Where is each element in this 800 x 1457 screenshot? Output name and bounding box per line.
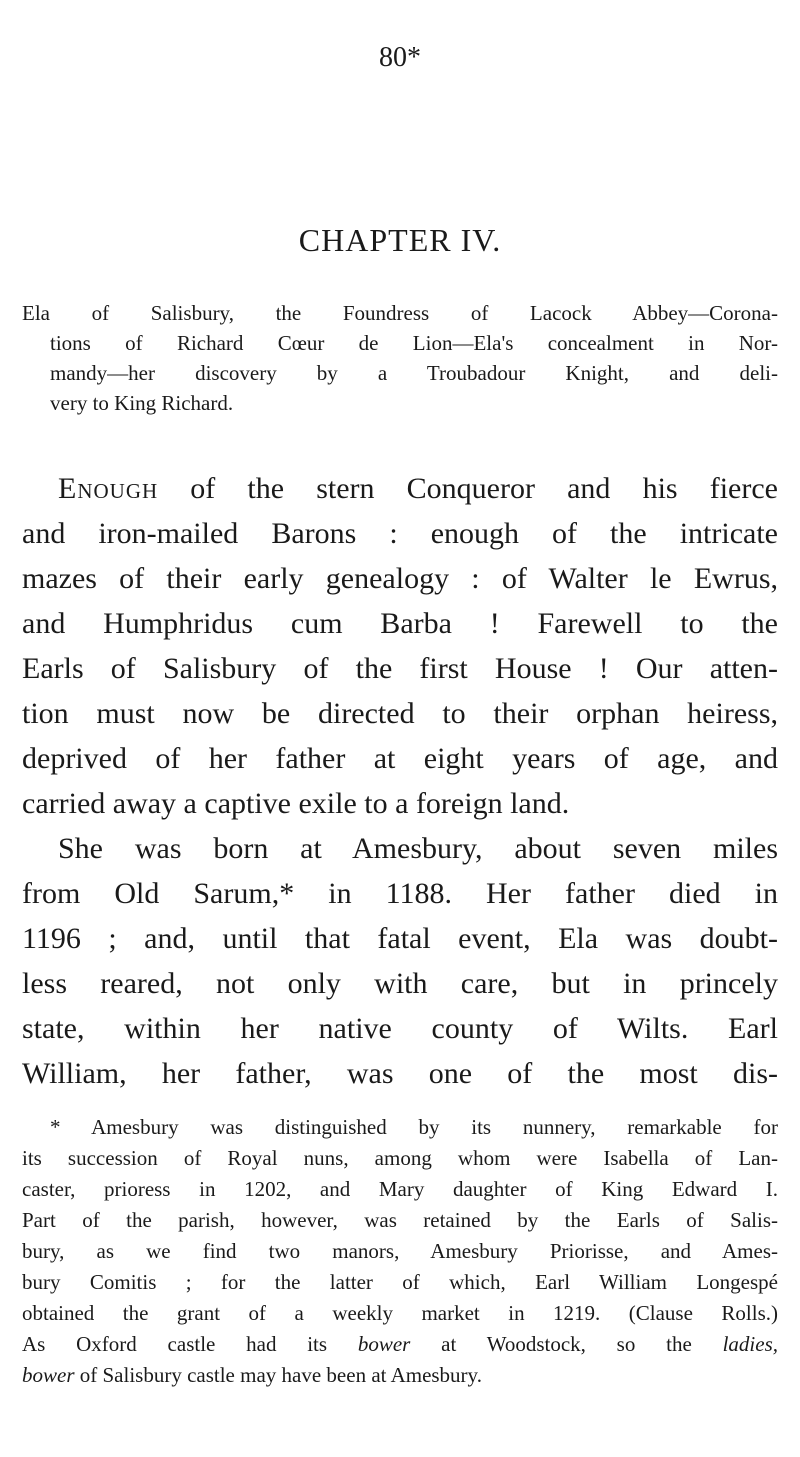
paragraph-1-line: deprived of her father at eight years of age, and	[22, 742, 778, 775]
chapter-title: CHAPTER IV.	[298, 222, 502, 258]
footnote-line	[22, 1360, 778, 1391]
page-number: 80*	[379, 42, 421, 73]
opening-line-rest: of the stern Conqueror and his fierce	[158, 472, 778, 505]
paragraph-1-line: carried away a captive exile to a foreign land.	[22, 787, 570, 820]
footnote-line: * Amesbury was distinguished by its nunnery, remarkable for	[50, 1115, 778, 1139]
footnote-italic: bower	[357, 1332, 411, 1356]
paragraph-2-line: from Old Sarum,* in 1188. Her father died in	[22, 877, 778, 910]
summary-line: tions of Richard Cœur de Lion—Ela's concealment in Nor-	[50, 331, 778, 355]
paragraph-1-line: Earls of Salisbury of the first House ! Our atten-	[22, 652, 778, 685]
summary-line: very to King Richard.	[50, 391, 234, 415]
paragraph-2-line: She was born at Amesbury, about seven miles	[58, 832, 778, 865]
paragraph-2-line: less reared, not only with care, but in princely	[22, 967, 778, 1000]
footnote-line: Part of the parish, however, was retained by the Earls of Salis-	[22, 1208, 778, 1232]
footnote-line: its succession of Royal nuns, among whom were Isabella of Lan-	[22, 1146, 778, 1170]
paragraph-2-line: William, her father, was one of the most dis-	[22, 1057, 778, 1090]
summary-line: mandy—her discovery by a Troubadour Knight, and deli-	[50, 361, 778, 385]
paragraph-2-line: 1196 ; and, until that fatal event, Ela was doubt-	[22, 922, 778, 955]
chapter-summary	[22, 298, 778, 418]
body-text	[22, 466, 778, 1096]
summary-line: Ela of Salisbury, the Foundress of Lacock Abbey—Corona-	[22, 301, 778, 325]
paragraph-1-line: and iron-mailed Barons : enough of the intricate	[22, 517, 778, 550]
opening-word: Enough	[58, 472, 159, 505]
footnote-text: of Salisbury castle may have been at Amesbury.	[74, 1363, 482, 1387]
footnote-text: As Oxford castle had its	[22, 1332, 358, 1356]
footnote-italic: ladies,	[722, 1332, 778, 1356]
footnote-line: caster, prioress in 1202, and Mary daughter of King Edward I.	[22, 1177, 778, 1201]
paragraph-1-line	[22, 466, 778, 511]
footnote-line: bury, as we find two manors, Amesbury Priorisse, and Ames-	[22, 1239, 778, 1263]
footnote-line: obtained the grant of a weekly market in 1219. (Clause Rolls.)	[22, 1301, 778, 1325]
paragraph-2-line: state, within her native county of Wilts. Earl	[22, 1012, 778, 1045]
paragraph-1-line: mazes of their early genealogy : of Walter le Ewrus,	[22, 562, 778, 595]
paragraph-1-line: tion must now be directed to their orphan heiress,	[22, 697, 778, 730]
footnote-text: at Woodstock, so the	[410, 1332, 723, 1356]
paragraph-1-line: and Humphridus cum Barba ! Farewell to the	[22, 607, 778, 640]
footnote-italic: bower	[22, 1363, 75, 1387]
footnote	[22, 1112, 778, 1391]
footnote-line	[22, 1329, 778, 1360]
footnote-line: bury Comitis ; for the latter of which, Earl William Longespé	[22, 1270, 778, 1294]
